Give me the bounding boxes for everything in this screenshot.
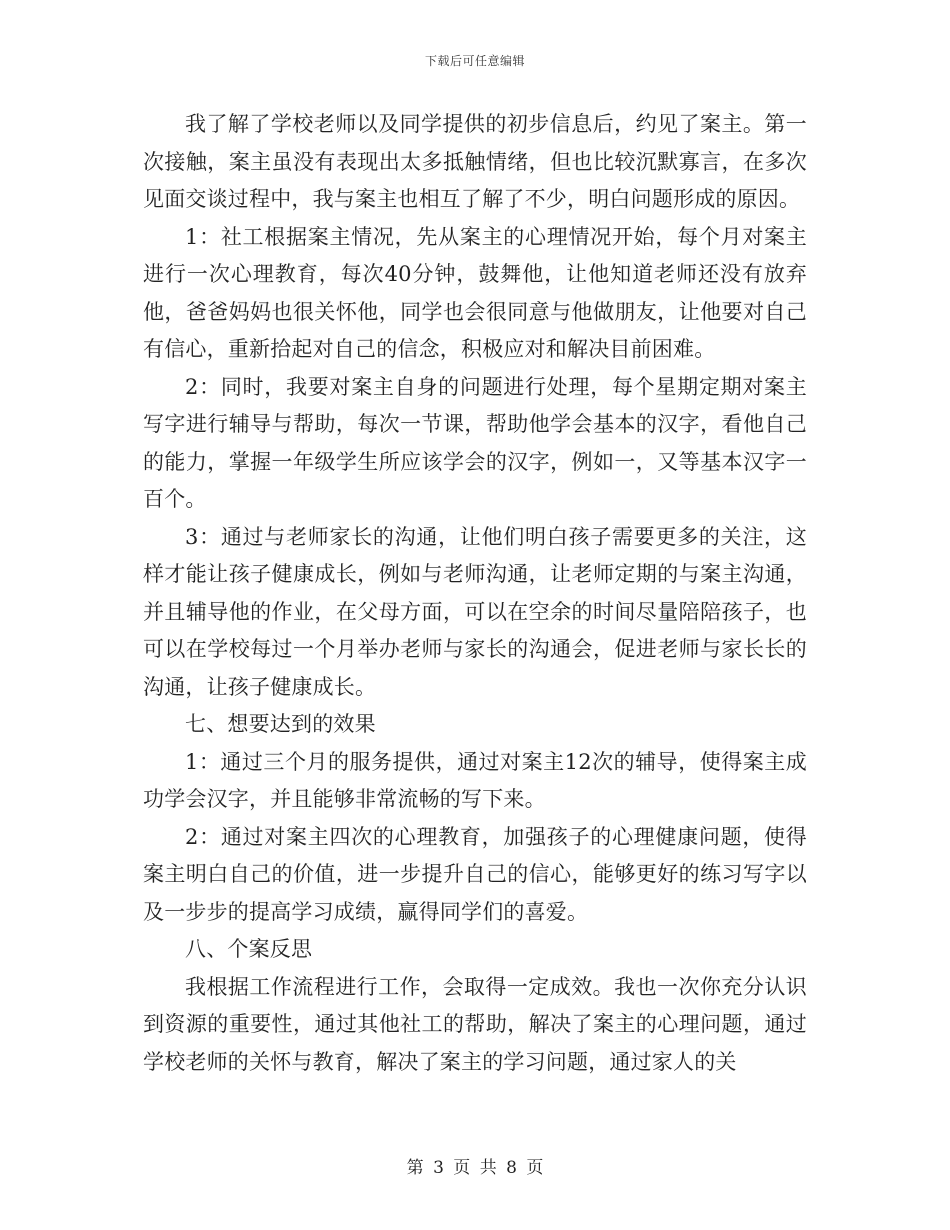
paragraph-effect-2: 2：通过对案主四次的心理教育，加强孩子的心理健康问题，使得案主明白自己的价值，进一步提升自己的信心，能够更好的练习写字以及一步步的提高学习成绩，赢得同学们的喜爱。	[143, 824, 807, 924]
footer-prefix: 第	[406, 1158, 424, 1178]
page-header: 下载后可任意编辑	[424, 54, 525, 68]
paragraph-intro: 我了解了学校老师以及同学提供的初步信息后，约见了案主。第一次接触，案主虽没有表现出太多抵触情绪，但也比较沉默寡言，在多次见面交谈过程中，我与案主也相互了解了不少，明白问题形成的原因。	[143, 112, 807, 211]
paragraph-effect-1: 1：通过三个月的服务提供，通过对案主12次的辅导，使得案主成功学会汉字，并且能够非常流畅的写下来。	[143, 749, 807, 811]
paragraph-reflection: 我根据工作流程进行工作，会取得一定成效。我也一次你充分认识到资源的重要性，通过其他社工的帮助，解决了案主的心理问题，通过学校老师的关怀与教育，解决了案主的学习问题，通过家人的关	[143, 974, 807, 1074]
document-body	[143, 106, 807, 1081]
section-heading-reflection: 八、个案反思	[185, 937, 313, 961]
footer-total-word: 共	[479, 1158, 497, 1178]
paragraph-step-3: 3：通过与老师家长的沟通，让他们明白孩子需要更多的关注，这样才能让孩子健康成长，例如与老师沟通，让老师定期的与案主沟通，并且辅导他的作业，在父母方面，可以在空余的时间尽量陪陪孩子，也可以在学校每过一个月举办老师与家长的沟通会，促进老师与家长长的沟通，让孩子健康成长。	[143, 524, 807, 699]
section-heading-expected-effect: 七、想要达到的效果	[185, 712, 376, 736]
total-page-number: 8	[506, 1158, 517, 1178]
footer-page-word: 页	[453, 1158, 471, 1178]
paragraph-step-1: 1：社工根据案主情况，先从案主的心理情况开始，每个月对案主进行一次心理教育，每次40分钟，鼓舞他，让他知道老师还没有放弃他，爸爸妈妈也很关怀他，同学也会很同意与他做朋友，让他要对自己有信心，重新拾起对自己的信念，积极应对和解决目前困难。	[143, 224, 807, 361]
page-footer	[0, 1153, 950, 1178]
footer-suffix: 页	[526, 1158, 544, 1178]
paragraph-step-2: 2：同时，我要对案主自身的问题进行处理，每个星期定期对案主写字进行辅导与帮助，每次一节课，帮助他学会基本的汉字，看他自己的能力，掌握一年级学生所应该学会的汉字，例如一，又等基本汉字一百个。	[143, 374, 807, 511]
current-page-number: 3	[433, 1158, 444, 1178]
